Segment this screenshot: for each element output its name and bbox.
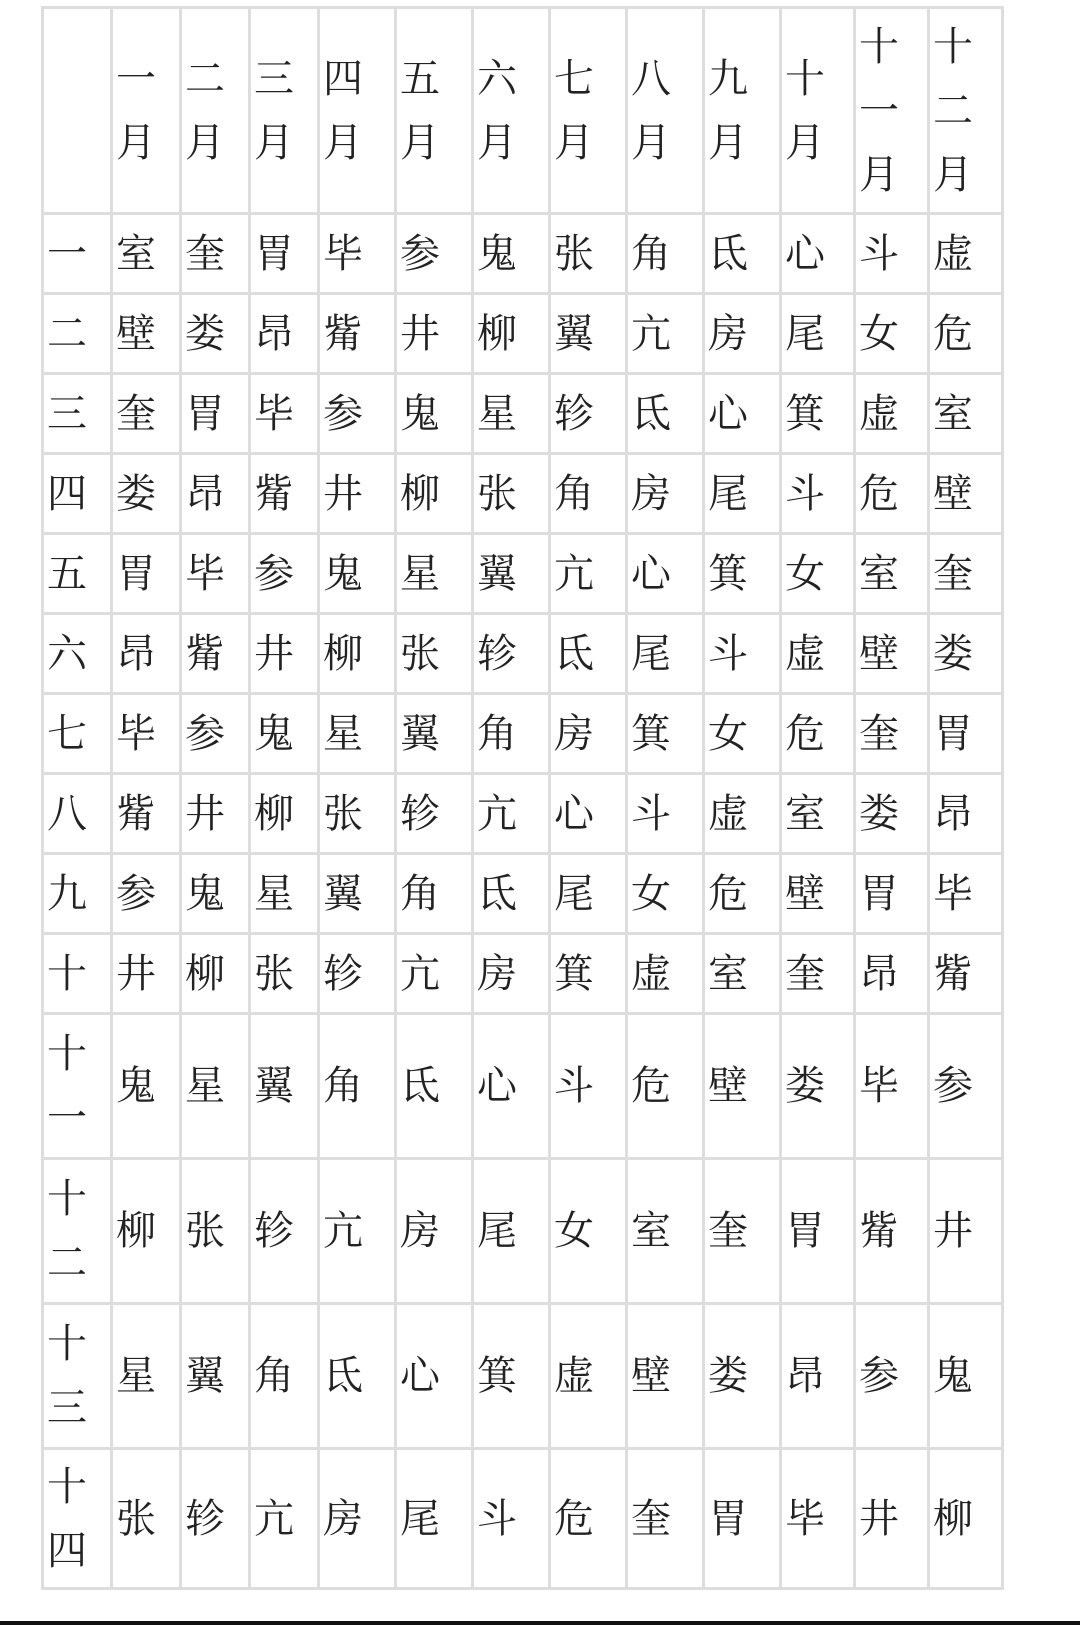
mansion-cell: 心 [704, 374, 781, 454]
table-row [43, 614, 1003, 694]
mansion-cell: 尾 [550, 854, 627, 934]
mansion-cell: 轸 [181, 1449, 250, 1589]
mansion-cell: 参 [929, 1014, 1003, 1159]
mansion-cell: 柳 [319, 614, 396, 694]
month-header: 十月 [781, 8, 855, 214]
mansion-cell: 危 [929, 294, 1003, 374]
mansion-cell: 壁 [929, 454, 1003, 534]
mansion-cell: 张 [250, 934, 319, 1014]
mansion-cell: 柳 [473, 294, 550, 374]
mansion-cell: 壁 [855, 614, 929, 694]
mansion-cell: 女 [781, 534, 855, 614]
mansion-cell: 井 [929, 1159, 1003, 1304]
mansion-cell: 女 [550, 1159, 627, 1304]
mansion-cell: 危 [781, 694, 855, 774]
mansion-cell: 氐 [473, 854, 550, 934]
mansion-cell: 角 [550, 454, 627, 534]
mansion-cell: 井 [396, 294, 473, 374]
day-header: 七 [43, 694, 112, 774]
mansion-cell: 鬼 [181, 854, 250, 934]
month-header: 四月 [319, 8, 396, 214]
mansion-cell: 斗 [473, 1449, 550, 1589]
mansion-cell: 斗 [704, 614, 781, 694]
mansion-cell: 斗 [627, 774, 704, 854]
day-header: 九 [43, 854, 112, 934]
mansion-cell: 翼 [250, 1014, 319, 1159]
mansion-cell: 胃 [704, 1449, 781, 1589]
mansion-cell: 女 [627, 854, 704, 934]
month-header: 十二月 [929, 8, 1003, 214]
day-header: 一 [43, 214, 112, 294]
mansion-cell: 角 [627, 214, 704, 294]
month-header: 九月 [704, 8, 781, 214]
mansion-cell: 室 [855, 534, 929, 614]
table-row [43, 374, 1003, 454]
mansion-cell: 斗 [550, 1014, 627, 1159]
mansion-cell: 井 [319, 454, 396, 534]
month-header: 十一月 [855, 8, 929, 214]
mansion-cell: 尾 [781, 294, 855, 374]
day-header: 十 [43, 934, 112, 1014]
mansion-cell: 氐 [627, 374, 704, 454]
mansion-cell: 胃 [781, 1159, 855, 1304]
mansion-cell: 轸 [550, 374, 627, 454]
month-header: 八月 [627, 8, 704, 214]
mansion-cell: 奎 [181, 214, 250, 294]
month-header: 五月 [396, 8, 473, 214]
month-header: 三月 [250, 8, 319, 214]
mansion-cell: 箕 [627, 694, 704, 774]
mansion-cell: 箕 [550, 934, 627, 1014]
table-row [43, 454, 1003, 534]
mansion-cell: 觜 [855, 1159, 929, 1304]
mansion-cell: 昂 [781, 1304, 855, 1449]
mansion-cell: 房 [550, 694, 627, 774]
mansion-cell: 张 [396, 614, 473, 694]
mansion-cell: 室 [627, 1159, 704, 1304]
mansion-cell: 斗 [781, 454, 855, 534]
mansion-cell: 翼 [396, 694, 473, 774]
mansion-cell: 张 [319, 774, 396, 854]
mansion-cell: 奎 [627, 1449, 704, 1589]
mansion-cell: 翼 [473, 534, 550, 614]
mansion-cell: 张 [181, 1159, 250, 1304]
mansion-cell: 鬼 [929, 1304, 1003, 1449]
mansion-cell: 室 [112, 214, 181, 294]
mansion-cell: 胃 [112, 534, 181, 614]
table-body [43, 214, 1003, 1589]
day-header: 十三 [43, 1304, 112, 1449]
mansion-cell: 井 [112, 934, 181, 1014]
mansion-cell: 毕 [855, 1014, 929, 1159]
mansion-cell: 奎 [855, 694, 929, 774]
mansion-cell: 心 [627, 534, 704, 614]
day-header: 六 [43, 614, 112, 694]
mansion-cell: 室 [781, 774, 855, 854]
mansion-cell: 房 [319, 1449, 396, 1589]
mansion-cell: 壁 [781, 854, 855, 934]
day-header: 十四 [43, 1449, 112, 1589]
table-row [43, 1449, 1003, 1589]
mansion-cell: 尾 [627, 614, 704, 694]
mansion-cell: 星 [396, 534, 473, 614]
header-row [43, 8, 1003, 214]
mansion-cell: 柳 [250, 774, 319, 854]
mansion-cell: 女 [855, 294, 929, 374]
mansion-cell: 心 [396, 1304, 473, 1449]
mansion-cell: 奎 [781, 934, 855, 1014]
mansion-cell: 星 [250, 854, 319, 934]
month-header: 六月 [473, 8, 550, 214]
mansion-cell: 昂 [855, 934, 929, 1014]
bottom-divider [0, 1621, 1080, 1625]
mansion-cell: 娄 [704, 1304, 781, 1449]
mansion-cell: 轸 [250, 1159, 319, 1304]
mansion-cell: 尾 [396, 1449, 473, 1589]
mansion-cell: 尾 [473, 1159, 550, 1304]
mansion-cell: 昂 [112, 614, 181, 694]
mansion-cell: 危 [855, 454, 929, 534]
mansion-cell: 柳 [396, 454, 473, 534]
mansion-cell: 房 [627, 454, 704, 534]
mansion-cell: 虚 [704, 774, 781, 854]
mansion-cell: 星 [319, 694, 396, 774]
mansion-cell: 毕 [929, 854, 1003, 934]
day-header: 十二 [43, 1159, 112, 1304]
mansion-cell: 奎 [112, 374, 181, 454]
table-row [43, 214, 1003, 294]
mansion-cell: 房 [473, 934, 550, 1014]
mansion-cell: 危 [627, 1014, 704, 1159]
mansion-cell: 角 [396, 854, 473, 934]
mansion-cell: 鬼 [250, 694, 319, 774]
mansion-cell: 星 [181, 1014, 250, 1159]
mansion-cell: 心 [550, 774, 627, 854]
mansion-cell: 娄 [181, 294, 250, 374]
mansion-cell: 觜 [181, 614, 250, 694]
mansion-cell: 房 [396, 1159, 473, 1304]
mansion-cell: 觜 [112, 774, 181, 854]
mansion-cell: 毕 [181, 534, 250, 614]
mansion-cell: 柳 [112, 1159, 181, 1304]
mansion-cell: 娄 [855, 774, 929, 854]
mansion-cell: 氐 [319, 1304, 396, 1449]
mansion-cell: 毕 [319, 214, 396, 294]
month-header: 二月 [181, 8, 250, 214]
mansion-cell: 角 [473, 694, 550, 774]
mansion-cell: 胃 [855, 854, 929, 934]
mansion-cell: 箕 [473, 1304, 550, 1449]
table-header [43, 8, 1003, 214]
mansion-cell: 柳 [929, 1449, 1003, 1589]
mansion-cell: 虚 [929, 214, 1003, 294]
mansion-cell: 轸 [319, 934, 396, 1014]
mansion-cell: 井 [181, 774, 250, 854]
mansion-cell: 井 [855, 1449, 929, 1589]
mansion-cell: 氐 [550, 614, 627, 694]
lunar-mansion-table [41, 6, 1004, 1590]
table-row [43, 534, 1003, 614]
mansion-cell: 鬼 [473, 214, 550, 294]
mansion-cell: 室 [704, 934, 781, 1014]
table-row [43, 854, 1003, 934]
mansion-cell: 娄 [781, 1014, 855, 1159]
mansion-cell: 轸 [396, 774, 473, 854]
table-row [43, 294, 1003, 374]
mansion-cell: 觜 [319, 294, 396, 374]
mansion-cell: 觜 [929, 934, 1003, 1014]
mansion-cell: 虚 [550, 1304, 627, 1449]
mansion-cell: 张 [473, 454, 550, 534]
month-header: 七月 [550, 8, 627, 214]
mansion-cell: 角 [319, 1014, 396, 1159]
mansion-cell: 参 [181, 694, 250, 774]
mansion-cell: 娄 [929, 614, 1003, 694]
mansion-cell: 氐 [396, 1014, 473, 1159]
mansion-cell: 危 [704, 854, 781, 934]
mansion-cell: 亢 [550, 534, 627, 614]
mansion-cell: 翼 [181, 1304, 250, 1449]
mansion-cell: 昂 [929, 774, 1003, 854]
mansion-cell: 觜 [250, 454, 319, 534]
table-row [43, 694, 1003, 774]
day-header: 十一 [43, 1014, 112, 1159]
mansion-cell: 箕 [781, 374, 855, 454]
mansion-cell: 娄 [112, 454, 181, 534]
mansion-cell: 奎 [704, 1159, 781, 1304]
mansion-cell: 星 [112, 1304, 181, 1449]
mansion-cell: 尾 [704, 454, 781, 534]
mansion-cell: 参 [250, 534, 319, 614]
mansion-cell: 昂 [181, 454, 250, 534]
table-row [43, 934, 1003, 1014]
mansion-cell: 参 [112, 854, 181, 934]
day-header: 四 [43, 454, 112, 534]
day-header: 八 [43, 774, 112, 854]
mansion-cell: 井 [250, 614, 319, 694]
mansion-cell: 星 [473, 374, 550, 454]
mansion-cell: 鬼 [396, 374, 473, 454]
mansion-cell: 轸 [473, 614, 550, 694]
mansion-cell: 毕 [112, 694, 181, 774]
mansion-cell: 亢 [250, 1449, 319, 1589]
mansion-cell: 房 [704, 294, 781, 374]
mansion-cell: 鬼 [319, 534, 396, 614]
mansion-cell: 女 [704, 694, 781, 774]
mansion-cell: 角 [250, 1304, 319, 1449]
mansion-cell: 壁 [704, 1014, 781, 1159]
mansion-cell: 斗 [855, 214, 929, 294]
table-row [43, 1014, 1003, 1159]
mansion-cell: 参 [855, 1304, 929, 1449]
table-row [43, 774, 1003, 854]
mansion-cell: 毕 [781, 1449, 855, 1589]
mansion-cell: 奎 [929, 534, 1003, 614]
mansion-cell: 虚 [627, 934, 704, 1014]
mansion-cell: 心 [473, 1014, 550, 1159]
mansion-cell: 昂 [250, 294, 319, 374]
mansion-cell: 室 [929, 374, 1003, 454]
day-header: 五 [43, 534, 112, 614]
mansion-cell: 毕 [250, 374, 319, 454]
month-header: 一月 [112, 8, 181, 214]
mansion-cell: 鬼 [112, 1014, 181, 1159]
mansion-cell: 张 [112, 1449, 181, 1589]
mansion-cell: 亢 [319, 1159, 396, 1304]
mansion-cell: 亢 [473, 774, 550, 854]
corner-cell [43, 8, 112, 214]
mansion-cell: 柳 [181, 934, 250, 1014]
mansion-cell: 亢 [396, 934, 473, 1014]
mansion-cell: 亢 [627, 294, 704, 374]
mansion-cell: 壁 [627, 1304, 704, 1449]
mansion-cell: 胃 [250, 214, 319, 294]
mansion-cell: 虚 [781, 614, 855, 694]
mansion-cell: 胃 [929, 694, 1003, 774]
mansion-cell: 壁 [112, 294, 181, 374]
mansion-cell: 氐 [704, 214, 781, 294]
mansion-cell: 危 [550, 1449, 627, 1589]
mansion-cell: 参 [319, 374, 396, 454]
mansion-cell: 翼 [319, 854, 396, 934]
table-row [43, 1159, 1003, 1304]
mansion-cell: 箕 [704, 534, 781, 614]
mansion-cell: 胃 [181, 374, 250, 454]
table-row [43, 1304, 1003, 1449]
mansion-cell: 虚 [855, 374, 929, 454]
day-header: 三 [43, 374, 112, 454]
mansion-cell: 参 [396, 214, 473, 294]
mansion-cell: 张 [550, 214, 627, 294]
day-header: 二 [43, 294, 112, 374]
mansion-cell: 心 [781, 214, 855, 294]
mansion-cell: 翼 [550, 294, 627, 374]
